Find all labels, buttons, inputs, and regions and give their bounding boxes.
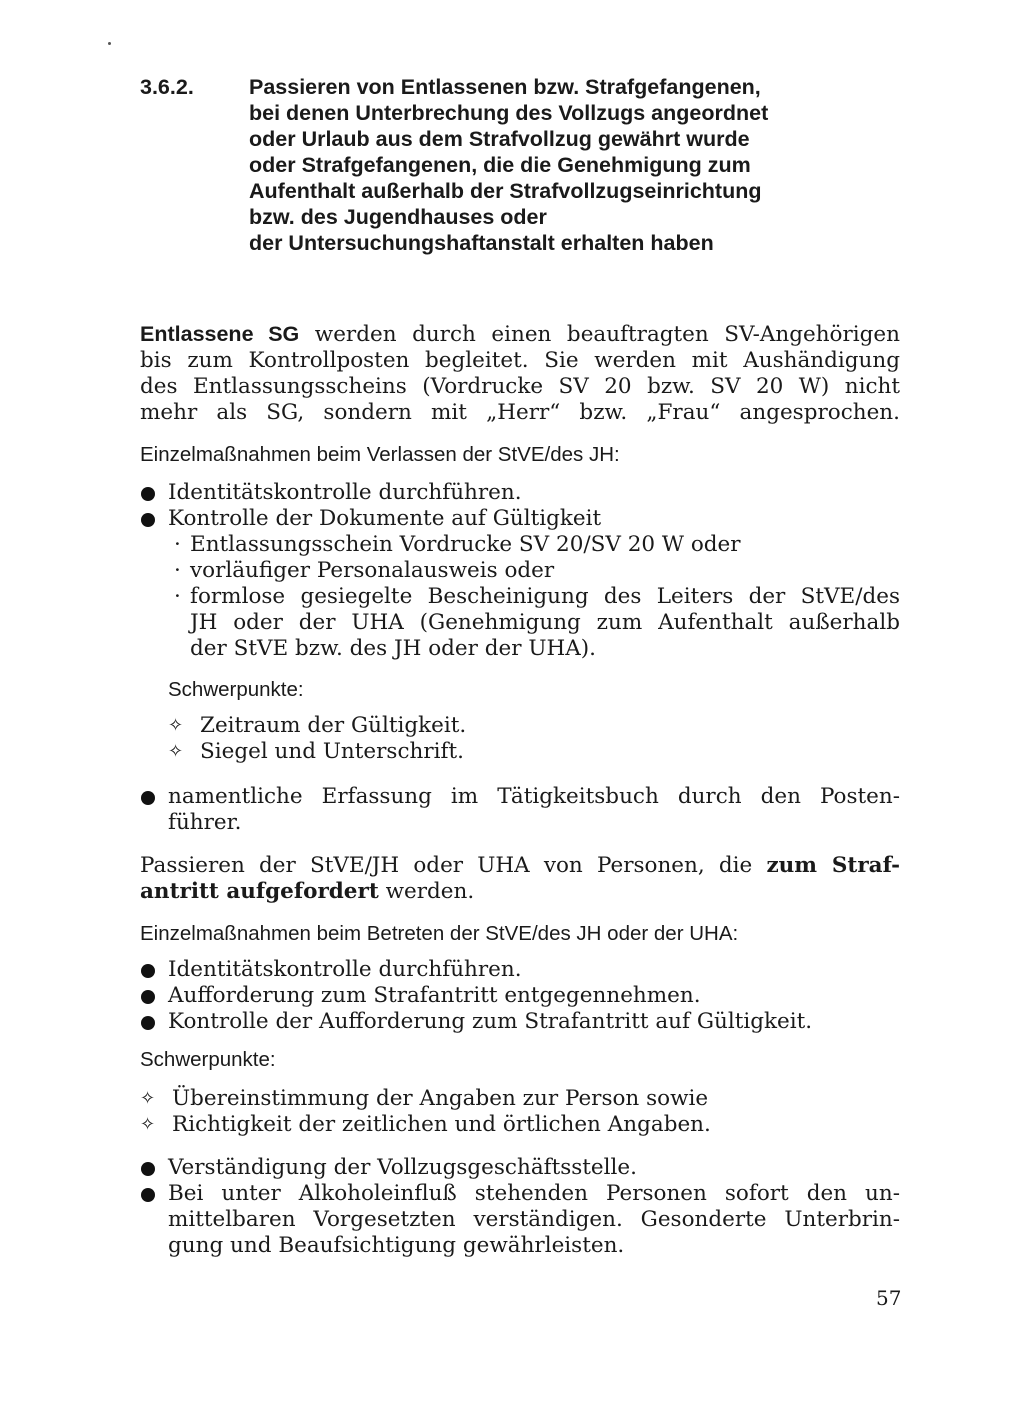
sub-list-item bbox=[140, 584, 900, 610]
section-title-line: oder Strafgefangenen, die die Genehmigung zum bbox=[249, 153, 751, 177]
scan-speck bbox=[108, 42, 111, 45]
list-item bbox=[140, 957, 900, 983]
paragraph-line: bis zum Kontrollposten begleitet. Sie werden mit Aushändigung bbox=[140, 348, 900, 373]
bold-text: antritt aufgefordert bbox=[140, 879, 379, 904]
text-run: werden durch einen beauftragten SV-Angehörigen bbox=[299, 322, 900, 347]
sub-list-item-text: Entlassungsschein Vordrucke SV 20/SV 20 W oder bbox=[190, 532, 741, 557]
list-item bbox=[140, 1181, 900, 1259]
list-item-text: Übereinstimmung der Angaben zur Person sowie bbox=[172, 1086, 709, 1111]
list-item bbox=[140, 1086, 900, 1112]
bullet-icon bbox=[141, 791, 155, 805]
section-title-line: bei denen Unterbrechung des Vollzugs angeordnet bbox=[249, 101, 769, 125]
section-number: 3.6.2. bbox=[140, 75, 194, 99]
intro-paragraph bbox=[140, 321, 900, 426]
paragraph-line: mehr als SG, sondern mit „Herr“ bzw. „Frau“ angesprochen. bbox=[140, 400, 900, 425]
bullet-icon bbox=[141, 1188, 155, 1202]
leaving-heading bbox=[140, 442, 900, 468]
entering-list-cont bbox=[140, 1155, 900, 1259]
leaving-list-cont bbox=[140, 784, 900, 836]
paragraph-line bbox=[140, 879, 900, 905]
leaving-list bbox=[140, 480, 900, 662]
bold-text: zum Straf- bbox=[766, 853, 901, 878]
section-title bbox=[249, 74, 929, 256]
list-item-text: Kontrolle der Dokumente auf Gültigkeit bbox=[168, 506, 602, 531]
list-item-text: führer. bbox=[168, 810, 242, 835]
heading-text: Einzelmaßnahmen beim Betreten der StVE/des JH oder der UHA: bbox=[140, 922, 739, 945]
list-item bbox=[140, 784, 900, 836]
list-item bbox=[140, 506, 900, 532]
list-item bbox=[140, 1009, 900, 1035]
list-item-text: gung und Beaufsichtigung gewährleisten. bbox=[168, 1233, 625, 1258]
sub-list-item bbox=[140, 532, 900, 558]
list-item-text: Verständigung der Vollzugsgeschäftsstelle. bbox=[168, 1155, 637, 1180]
middot-icon: · bbox=[174, 558, 181, 583]
list-item bbox=[140, 480, 900, 506]
list-item-text: namentliche Erfassung im Tätigkeitsbuch durch den Posten- bbox=[168, 784, 900, 809]
middot-icon: · bbox=[174, 584, 181, 609]
bullet-icon bbox=[141, 1162, 155, 1176]
list-item bbox=[140, 1155, 900, 1181]
sparkle-icon: ✧ bbox=[140, 1114, 156, 1135]
entering-heading bbox=[140, 921, 900, 947]
sub-list-item bbox=[140, 558, 900, 584]
sub-list-item-text: JH oder der UHA (Genehmigung zum Aufenthalt außerhalb bbox=[190, 610, 900, 635]
heading-text: Schwerpunkte: bbox=[168, 678, 304, 701]
bullet-icon bbox=[141, 513, 155, 527]
sub-list-item-text: vorläufiger Personalausweis oder bbox=[190, 558, 555, 583]
list-item-text: Siegel und Unterschrift. bbox=[200, 739, 464, 764]
list-item-text: Aufforderung zum Strafantritt entgegennehmen. bbox=[168, 983, 701, 1008]
sub-list-item-text: formlose gesiegelte Bescheinigung des Leiters der StVE/des bbox=[190, 584, 900, 609]
summons-paragraph bbox=[140, 853, 900, 905]
bold-lead: Entlassene SG bbox=[140, 322, 300, 346]
paragraph-line bbox=[140, 321, 900, 348]
section-title-line: oder Urlaub aus dem Strafvollzug gewährt wurde bbox=[249, 127, 750, 151]
entering-focus-list bbox=[140, 1086, 900, 1138]
list-item-text: Zeitraum der Gültigkeit. bbox=[200, 713, 467, 738]
section-title-line: Aufenthalt außerhalb der Strafvollzugseinrichtung bbox=[249, 179, 762, 203]
section-title-line: der Untersuchungshaftanstalt erhalten haben bbox=[249, 231, 714, 255]
section-title-line: bzw. des Jugendhauses oder bbox=[249, 205, 547, 229]
text-run: Passieren der StVE/JH oder UHA von Personen, die bbox=[140, 853, 767, 878]
paragraph-line: des Entlassungsscheins (Vordrucke SV 20 bzw. SV 20 W) nicht bbox=[140, 374, 900, 399]
leaving-focus-list bbox=[168, 713, 868, 765]
sparkle-icon: ✧ bbox=[140, 1088, 156, 1109]
text-run: werden. bbox=[378, 879, 475, 904]
entering-focus-heading bbox=[140, 1047, 900, 1073]
bullet-icon bbox=[141, 990, 155, 1004]
list-item-text: Identitätskontrolle durchführen. bbox=[168, 480, 522, 505]
sub-list-item-text: der StVE bzw. des JH oder der UHA). bbox=[190, 636, 596, 661]
bullet-icon bbox=[141, 964, 155, 978]
heading-text: Einzelmaßnahmen beim Verlassen der StVE/des JH: bbox=[140, 443, 620, 466]
list-item bbox=[140, 1112, 900, 1138]
section-title-line: Passieren von Entlassenen bzw. Strafgefangenen, bbox=[249, 75, 761, 99]
leaving-focus-heading bbox=[168, 677, 868, 703]
list-item-text: Kontrolle der Aufforderung zum Strafantritt auf Gültigkeit. bbox=[168, 1009, 813, 1034]
list-item bbox=[168, 739, 868, 765]
entering-list bbox=[140, 957, 900, 1035]
list-item bbox=[140, 983, 900, 1009]
sub-list-item-continuation bbox=[140, 610, 900, 662]
list-item-text: Bei unter Alkoholeinfluß stehenden Personen sofort den un- bbox=[168, 1181, 900, 1206]
sparkle-icon: ✧ bbox=[168, 741, 184, 762]
middot-icon: · bbox=[174, 532, 181, 557]
list-item bbox=[168, 713, 868, 739]
list-item-text: Richtigkeit der zeitlichen und örtlichen Angaben. bbox=[172, 1112, 711, 1137]
paragraph-line bbox=[140, 853, 900, 879]
sparkle-icon: ✧ bbox=[168, 715, 184, 736]
bullet-icon bbox=[141, 487, 155, 501]
heading-text: Schwerpunkte: bbox=[140, 1048, 276, 1071]
page-number: 57 bbox=[876, 1286, 902, 1310]
list-item-text: Identitätskontrolle durchführen. bbox=[168, 957, 522, 982]
list-item-text: mittelbaren Vorgesetzten verständigen. Gesonderte Unterbrin- bbox=[168, 1207, 900, 1232]
bullet-icon bbox=[141, 1016, 155, 1030]
